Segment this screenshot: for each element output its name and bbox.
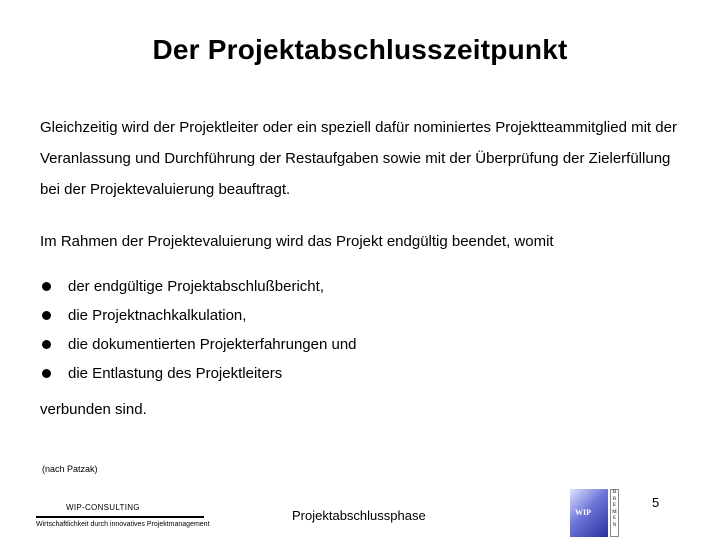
list-item-text: die dokumentierten Projekterfahrungen und bbox=[68, 336, 357, 353]
bullet-icon bbox=[42, 369, 51, 378]
bullet-icon bbox=[42, 311, 51, 320]
consulting-divider bbox=[36, 516, 204, 518]
logo-letter-column bbox=[610, 489, 619, 537]
slide-title: Der Projektabschlusszeitpunkt bbox=[152, 34, 568, 65]
logo-letter: B bbox=[612, 490, 617, 495]
bullet-icon bbox=[42, 282, 51, 291]
intro-paragraph: Gleichzeitig wird der Projektleiter oder ein speziell dafür nominiertes Projektteammitglied mit der Veranlassung und Durchführung der Restaufgaben sowie mit der Überprüfung der Zielerfüllung bei der Projektevaluierung beauftragt. bbox=[40, 119, 677, 198]
bullet-icon bbox=[42, 340, 51, 349]
source-note: (nach Patzak) bbox=[42, 464, 98, 474]
logo-gradient-box bbox=[570, 489, 608, 537]
logo-letter: E bbox=[612, 503, 617, 508]
evaluation-paragraph: Im Rahmen der Projektevaluierung wird das Projekt endgültig beendet, womit bbox=[40, 233, 554, 250]
page-number: 5 bbox=[652, 495, 660, 510]
wip-bremen-logo bbox=[570, 489, 642, 537]
closing-paragraph: verbunden sind. bbox=[40, 401, 147, 418]
consulting-label: WIP-CONSULTING bbox=[66, 503, 140, 512]
logo-letter: E bbox=[612, 516, 617, 521]
footer-section-title: Projektabschlussphase bbox=[292, 508, 426, 523]
logo-text: WIP bbox=[575, 508, 591, 517]
logo-letter: N bbox=[612, 522, 617, 528]
list-item-text: die Projektnachkalkulation, bbox=[68, 307, 247, 324]
logo-letter: R bbox=[612, 496, 617, 502]
list-item-text: die Entlastung des Projektleiters bbox=[68, 365, 283, 382]
consulting-tagline: Wirtschaftlichkeit durch innovatives Projektmanagement bbox=[36, 521, 210, 528]
logo-letter: M bbox=[612, 509, 617, 515]
list-item-text: der endgültige Projektabschlußbericht, bbox=[68, 278, 324, 295]
